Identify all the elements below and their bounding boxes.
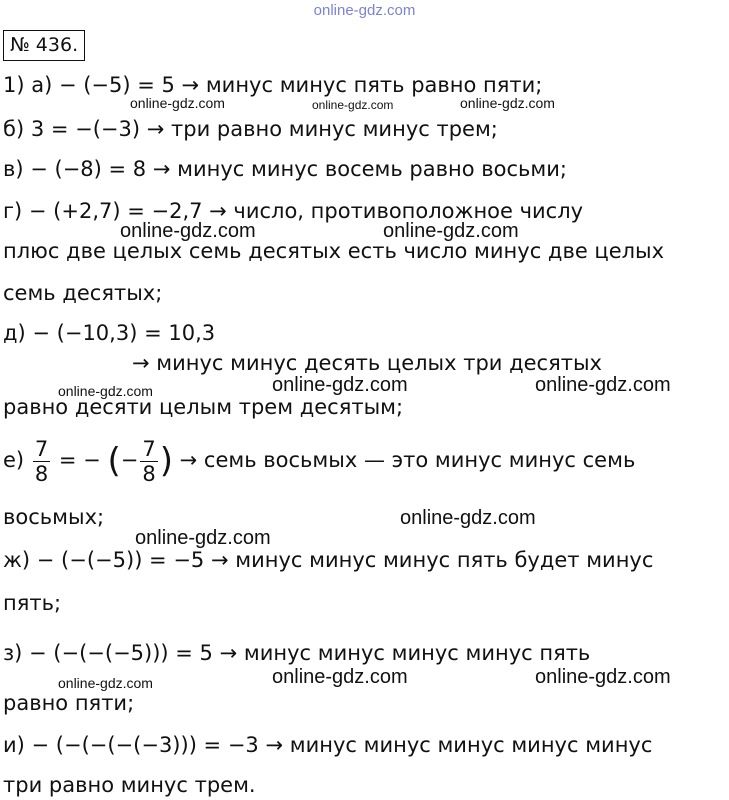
right-paren: ): [159, 441, 173, 481]
watermark: online-gdz.com: [58, 383, 153, 399]
solution-line-1i: и) − (−(−(−(−3))) = −3 → минус минус минус минус минус: [3, 733, 653, 757]
fraction-seven-eighths-2: [140, 437, 157, 486]
solution-line-1e-text: → семь восьмых — это минус минус семь: [179, 448, 636, 472]
solution-line-1g-cont2: семь десятых;: [3, 281, 163, 305]
left-paren: (: [107, 441, 121, 481]
watermark: online-gdz.com: [272, 666, 408, 688]
solution-line-1d-text: → минус минус десять целых три десятых: [132, 351, 602, 375]
solution-line-1z-cont: равно пяти;: [3, 691, 135, 715]
watermark: online-gdz.com: [400, 507, 536, 529]
solution-line-1z: з) − (−(−(−5))) = 5 → минус минус минус минус пять: [3, 641, 591, 665]
watermark: online-gdz.com: [312, 98, 394, 112]
watermark: online-gdz.com: [120, 220, 256, 242]
fraction-denominator: 8: [34, 461, 49, 486]
solution-line-1e: е) $\frac{7}{8}$ = − (− $\frac{7}{8}$ ) → семь восьмых — это минус минус семь: [3, 436, 636, 486]
watermark: online-gdz.com: [535, 374, 671, 396]
fraction-numerator-2: 7: [142, 436, 156, 461]
problem-number: № 436.: [3, 30, 85, 61]
watermark: online-gdz.com: [535, 666, 671, 688]
solution-line-1b: б) 3 = −(−3) → три равно минус минус трем;: [3, 117, 498, 141]
solution-line-1zh: ж) − (−(−5)) = −5 → минус минус минус пять будет минус: [3, 548, 654, 572]
solution-line-1i-cont: три равно минус трем.: [3, 773, 256, 797]
item-label-e: е): [3, 448, 25, 472]
fraction-seven-eighths: [33, 437, 50, 486]
watermark: online-gdz.com: [130, 95, 225, 111]
site-header: online-gdz.com: [313, 2, 416, 19]
watermark: online-gdz.com: [272, 374, 408, 396]
solution-line-1zh-cont: пять;: [3, 591, 62, 615]
solution-line-1g: г) − (+2,7) = −2,7 → число, противоположное числу: [3, 199, 584, 223]
solution-line-1v: в) − (−8) = 8 → минус минус восемь равно восьми;: [3, 157, 567, 181]
solution-line-1g-cont1: плюс две целых семь десятых есть число минус две целых: [3, 239, 665, 263]
watermark: online-gdz.com: [460, 95, 555, 111]
solution-line-1a: 1) а) − (−5) = 5 → минус минус пять равно пяти;: [3, 73, 543, 97]
solution-line-1d: д) − (−10,3) = 10,3: [3, 321, 216, 345]
equals-minus: = −: [58, 448, 101, 472]
watermark: online-gdz.com: [383, 220, 519, 242]
fraction-numerator: 7: [34, 436, 49, 461]
solution-line-1d-cont: равно десяти целым трем десятым;: [3, 395, 404, 419]
solution-line-1e-cont: восьмых;: [3, 505, 105, 529]
watermark: online-gdz.com: [135, 527, 271, 549]
fraction-denominator-2: 8: [142, 461, 156, 486]
watermark: online-gdz.com: [58, 675, 153, 691]
